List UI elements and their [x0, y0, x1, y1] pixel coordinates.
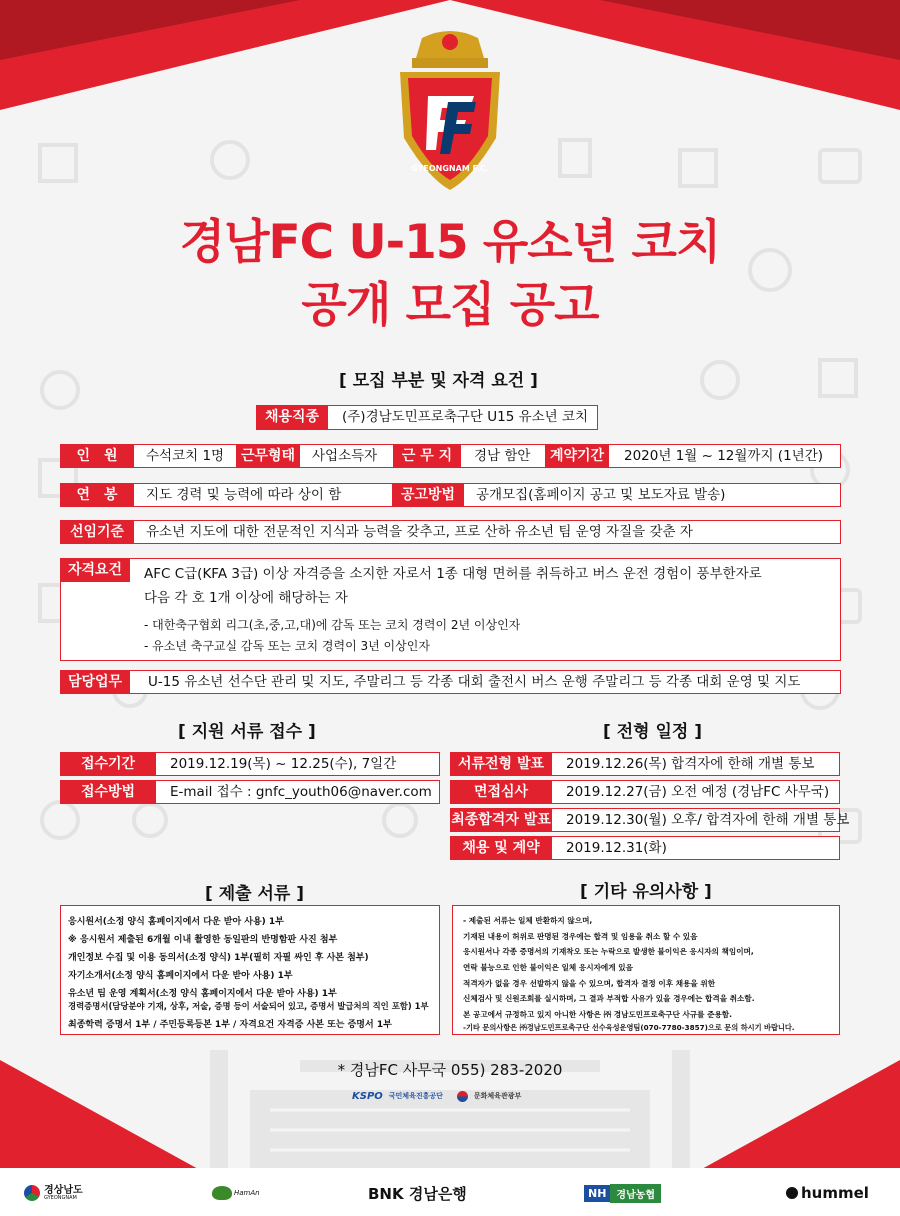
qualification-line-1: AFC C급(KFA 3급) 이상 자격증을 소지한 자로서 1종 대형 면허를 취득하고 버스 운전 경험이 풍부한자로	[144, 566, 762, 582]
notice-value: 공개모집(홈페이지 공고 및 보도자료 발송)	[476, 487, 726, 503]
kspo-org-name: 국민체육진흥공단	[388, 1092, 443, 1100]
schedule-label-2: 면접심사	[450, 780, 552, 804]
qualification-label: 자격요건	[60, 558, 130, 582]
worktype-label: 근무형태	[236, 444, 300, 468]
section-schedule: [ 전형 일정 ]	[603, 722, 702, 742]
duty-label: 담당업무	[60, 670, 130, 694]
hummel-bee-icon	[786, 1187, 798, 1199]
doc-item-6: 경력증명서(담당분야 기재, 상후, 저술, 증명 등이 서술되어 있고, 증명서 발급처의 직인 포함) 1부	[68, 1001, 429, 1011]
job-value: (주)경남도민프로축구단 U15 유소년 코치	[342, 409, 589, 425]
apply-period-label: 접수기간	[60, 752, 156, 776]
apply-method-label: 접수방법	[60, 780, 156, 804]
haman-name: HamAn	[234, 1189, 260, 1197]
sponsor-gyeongnam	[24, 1178, 83, 1208]
job-label: 채용직종	[256, 405, 328, 429]
sponsor-haman	[212, 1178, 260, 1208]
hummel-logo: hummel	[801, 1184, 869, 1202]
location-label: 근 무 지	[393, 444, 461, 468]
schedule-value-4: 2019.12.31(화)	[566, 840, 667, 856]
gyeongnam-name: 경상남도	[44, 1184, 83, 1196]
note-6: 신체검사 및 신원조회를 실시하며, 그 결과 부적합 사유가 있을 경우에는 합격을 취소함.	[463, 994, 755, 1003]
contact-text: * 경남FC 사무국 055) 283-2020	[337, 1061, 563, 1079]
sponsor-nh	[584, 1178, 661, 1208]
sponsor-hummel	[786, 1178, 869, 1208]
qualification-line-2: 다음 각 호 1개 이상에 해당하는 자	[144, 590, 348, 606]
duty-value: U-15 유소년 선수단 관리 및 지도, 주말리그 등 각종 대회 출전시 버스 운행 주말리그 등 각종 대회 운영 및 지도	[148, 674, 801, 690]
location-value: 경남 함안	[474, 448, 531, 464]
note-7: 본 공고에서 규정하고 있지 아니한 사항은 ㈜ 경남도민프로축구단 사규를 준용함.	[463, 1010, 733, 1019]
doc-item-3: 개인정보 수집 및 이용 동의서(소정 양식) 1부(필히 자필 싸인 후 사본 첨부)	[68, 953, 369, 963]
criteria-label: 선임기준	[60, 520, 134, 544]
top-left-triangle	[0, 0, 450, 110]
doc-item-2: ※ 응시원서 제출된 6개월 이내 촬영한 동일판의 반명함판 사진 첨부	[68, 935, 338, 945]
salary-label: 연 봉	[60, 483, 134, 507]
mcst-emblem-icon	[457, 1091, 468, 1102]
salary-value: 지도 경력 및 능력에 따라 상이 함	[146, 487, 342, 503]
note-4: 연락 불능으로 인한 불이익은 일체 응시자에게 있음	[463, 963, 633, 972]
note-2: 기재된 내용이 허위로 판명된 경우에는 합격 및 임용을 취소 할 수 있음	[463, 932, 698, 941]
apply-method-value: E-mail 접수 : gnfc_youth06@naver.com	[170, 784, 432, 800]
doc-item-5: 유소년 팀 운영 계획서(소정 양식 홈페이지에서 다운 받아 사용) 1부	[68, 989, 337, 999]
worktype-value: 사업소득자	[312, 448, 378, 464]
section-docs: [ 제출 서류 ]	[205, 884, 304, 904]
note-3: 응시원서나 각종 증명서의 기재착오 또는 누락으로 발생한 불이익은 응시자의 책임이며,	[463, 947, 754, 956]
title-line-2: 공개 모집 공고	[301, 278, 599, 333]
schedule-value-2: 2019.12.27(금) 오전 예정 (경남FC 사무국)	[566, 784, 830, 800]
personnel-value: 수석코치 1명	[146, 448, 225, 464]
qualification-item-1: - 대한축구협회 리그(초,중,고,대)에 감독 또는 코치 경력이 2년 이상인자	[144, 618, 521, 632]
doc-item-1: 응시원서(소정 양식 홈페이지에서 다운 받아 사용) 1부	[68, 917, 284, 927]
gyeongnam-fc-crest	[392, 28, 508, 194]
doc-item-7: 최종학력 증명서 1부 / 주민등록등본 1부 / 자격요건 자격증 사본 또는 증명서 1부	[68, 1020, 392, 1030]
schedule-value-1: 2019.12.26(목) 합격자에 한해 개별 통보	[566, 756, 815, 772]
schedule-label-4: 채용 및 계약	[450, 836, 552, 860]
period-label: 계약기간	[545, 444, 609, 468]
top-right-triangle	[450, 0, 900, 110]
gyeongnam-logo-icon	[24, 1185, 40, 1201]
title-line-1: 경남FC U-15 유소년 코치	[179, 215, 721, 270]
apply-period-value: 2019.12.19(목) ~ 12.25(수), 7일간	[170, 756, 397, 772]
notice-label: 공고방법	[392, 483, 464, 507]
qualification-item-2: - 유소년 축구교실 감독 또는 코치 경력이 3년 이상인자	[144, 639, 430, 653]
period-value: 2020년 1월 ~ 12월까지 (1년간)	[624, 448, 824, 464]
kspo-logo: KSPO	[352, 1090, 383, 1102]
bnk-logo: BNK 경남은행	[368, 1184, 467, 1203]
svg-text:GYEONGNAM F.C.: GYEONGNAM F.C.	[411, 164, 489, 173]
mcst-name: 문화체육관광부	[473, 1092, 522, 1100]
note-1: - 제출된 서류는 일체 반환하지 않으며,	[463, 916, 593, 925]
note-8: -기타 문의사항은 ㈜경남도민프로축구단 선수육성운영팀(070-7780-3857)으로 문의 하시기 바랍니다.	[463, 1023, 795, 1032]
section-requirements: [ 모집 부분 및 자격 요건 ]	[339, 371, 538, 391]
section-apply: [ 지원 서류 접수 ]	[178, 722, 316, 742]
section-notes: [ 기타 유의사항 ]	[580, 882, 712, 902]
schedule-value-3: 2019.12.30(월) 오후/ 합격자에 한해 개별 통보	[566, 812, 850, 828]
sponsor-bnk	[368, 1178, 467, 1208]
personnel-label: 인 원	[60, 444, 134, 468]
note-5: 적격자가 없을 경우 선발하지 않을 수 있으며, 합격자 결정 이후 채용을 위한	[463, 979, 716, 988]
nh-logo: NH	[584, 1185, 610, 1202]
schedule-label-1: 서류전형 발표	[450, 752, 552, 776]
haman-logo-icon	[212, 1186, 232, 1200]
doc-item-4: 자기소개서(소정 양식 홈페이지에서 다운 받아 사용) 1부	[68, 971, 293, 981]
schedule-label-3: 최종합격자 발표	[450, 808, 552, 832]
criteria-value: 유소년 지도에 대한 전문적인 지식과 능력을 갖추고, 프로 산하 유소년 팀 운영 자질을 갖춘 자	[146, 524, 693, 540]
nh-org-name: 경남농협	[610, 1184, 661, 1203]
gyeongnam-name-en: GYEONGNAM	[44, 1194, 77, 1201]
support-logos	[352, 1088, 521, 1104]
